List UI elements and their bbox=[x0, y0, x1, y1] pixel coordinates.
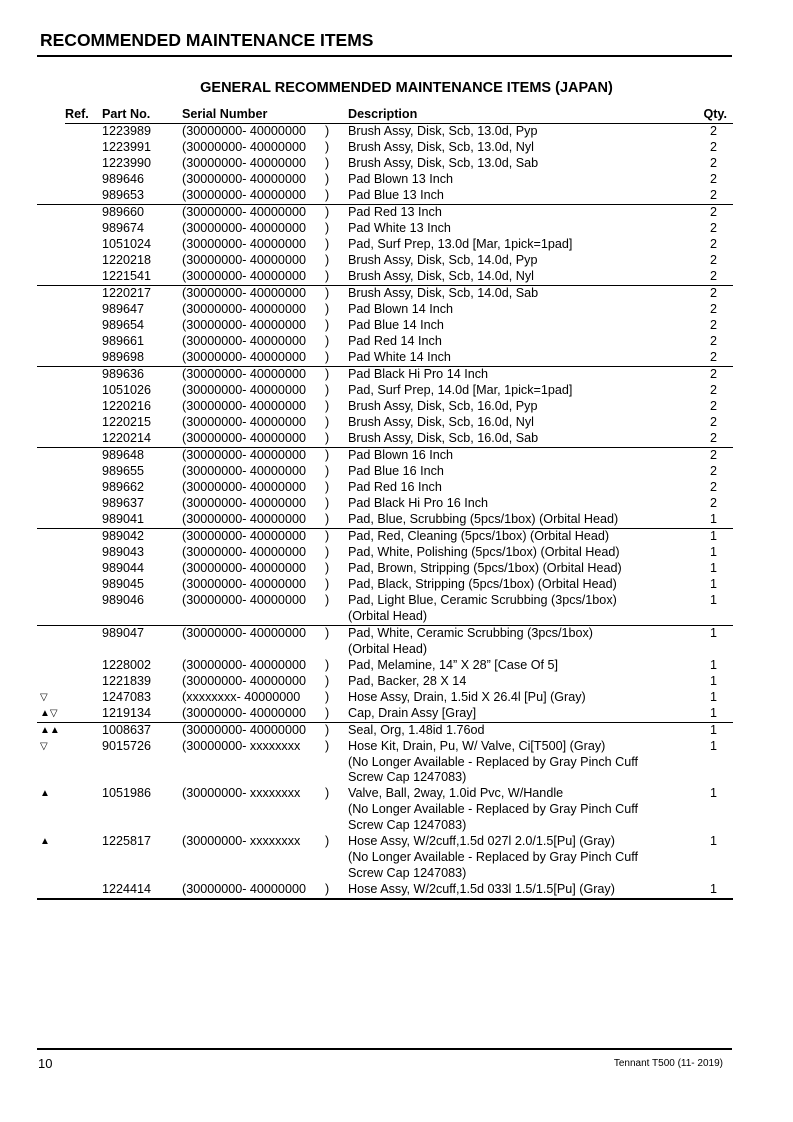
description: Pad, Red, Cleaning (5pcs/1box) (Orbital Head) bbox=[348, 529, 610, 543]
serial-number: (30000000- xxxxxxxx bbox=[182, 786, 301, 801]
serial-number: (30000000- 40000000 bbox=[182, 269, 306, 283]
part-number: 989636 bbox=[102, 367, 145, 381]
quantity: 2 bbox=[709, 367, 717, 381]
quantity: 2 bbox=[709, 237, 717, 251]
serial-number: (30000000- 40000000 bbox=[182, 172, 306, 186]
quantity: 2 bbox=[709, 124, 717, 138]
table-header bbox=[65, 107, 733, 124]
description: Pad, Melamine, 14” X 28” [Case Of 5] bbox=[348, 657, 558, 672]
row-group bbox=[37, 529, 733, 626]
description: Brush Assy, Disk, Scb, 13.0d, Nyl bbox=[348, 140, 534, 154]
description: Hose Assy, Drain, 1.5id X 26.4l [Pu] (Gray) bbox=[348, 689, 586, 704]
table-row bbox=[37, 124, 733, 140]
quantity: 2 bbox=[709, 269, 717, 283]
serial-number: (30000000- 40000000 bbox=[182, 188, 306, 202]
table-row bbox=[37, 350, 733, 366]
table-row bbox=[37, 253, 733, 269]
description: Pad, Backer, 28 X 14 bbox=[348, 673, 467, 688]
part-number: 989662 bbox=[102, 480, 145, 494]
serial-close: ) bbox=[325, 834, 330, 849]
serial-close: ) bbox=[325, 172, 330, 186]
part-number: 989046 bbox=[102, 593, 145, 607]
serial-number: (30000000- 40000000 bbox=[182, 545, 306, 559]
serial-close: ) bbox=[325, 205, 330, 219]
description: Pad, Brown, Stripping (5pcs/1box) (Orbital Head) bbox=[348, 561, 622, 575]
serial-number: (30000000- 40000000 bbox=[182, 431, 306, 445]
table-row bbox=[37, 318, 733, 334]
part-number: 989653 bbox=[102, 188, 145, 202]
serial-close: ) bbox=[325, 673, 330, 688]
description: Pad, Blue, Scrubbing (5pcs/1box) (Orbital Head) bbox=[348, 512, 619, 526]
description: Hose Assy, W/2cuff,1.5d 033l 1.5/1.5[Pu] (Gray) bbox=[348, 881, 615, 896]
serial-close: ) bbox=[325, 561, 330, 575]
quantity: 1 bbox=[709, 689, 717, 704]
description: Pad White 13 Inch bbox=[348, 221, 451, 235]
part-number: 989045 bbox=[102, 577, 145, 591]
description: Pad Blown 14 Inch bbox=[348, 302, 454, 316]
description: Brush Assy, Disk, Scb, 14.0d, Pyp bbox=[348, 253, 538, 267]
serial-number: (30000000- 40000000 bbox=[182, 705, 306, 720]
table-row bbox=[37, 221, 733, 237]
table-row bbox=[37, 172, 733, 188]
part-number: 1224414 bbox=[102, 881, 152, 896]
serial-number: (30000000- 40000000 bbox=[182, 448, 306, 462]
serial-number: (30000000- 40000000 bbox=[182, 318, 306, 332]
table-row bbox=[37, 415, 733, 431]
quantity: 2 bbox=[709, 205, 717, 219]
table-row bbox=[37, 529, 733, 545]
serial-number: (30000000- 40000000 bbox=[182, 124, 306, 138]
part-number: 989661 bbox=[102, 334, 145, 348]
part-number: 1220218 bbox=[102, 253, 152, 267]
serial-number: (30000000- 40000000 bbox=[182, 237, 306, 251]
quantity: 1 bbox=[709, 577, 717, 591]
serial-number: (30000000- 40000000 bbox=[182, 722, 306, 737]
serial-number: (30000000- 40000000 bbox=[182, 140, 306, 154]
table-row bbox=[37, 882, 733, 898]
serial-close: ) bbox=[325, 480, 330, 494]
quantity: 2 bbox=[709, 286, 717, 300]
serial-close: ) bbox=[325, 738, 330, 753]
serial-number: (30000000- 40000000 bbox=[182, 577, 306, 591]
serial-number: (xxxxxxxx- 40000000 bbox=[182, 689, 301, 704]
serial-number: (30000000- xxxxxxxx bbox=[182, 738, 301, 753]
serial-close: ) bbox=[325, 124, 330, 138]
part-number: 989637 bbox=[102, 496, 145, 510]
serial-close: ) bbox=[325, 415, 330, 429]
serial-number: (30000000- 40000000 bbox=[182, 464, 306, 478]
ref-symbol: ▽ bbox=[40, 740, 48, 752]
serial-close: ) bbox=[325, 464, 330, 478]
footer-rule bbox=[37, 1048, 732, 1050]
table-row bbox=[37, 399, 733, 415]
quantity: 2 bbox=[709, 431, 717, 445]
serial-close: ) bbox=[325, 334, 330, 348]
serial-number: (30000000- 40000000 bbox=[182, 399, 306, 413]
description: Seal, Org, 1.48id 1.76od bbox=[348, 722, 485, 737]
table-row bbox=[37, 786, 733, 834]
table-row bbox=[37, 448, 733, 464]
table-row bbox=[37, 156, 733, 172]
part-number: 1051986 bbox=[102, 786, 152, 801]
part-number: 1223990 bbox=[102, 156, 152, 170]
table-row bbox=[37, 593, 733, 625]
table-row bbox=[37, 512, 733, 528]
row-group bbox=[37, 286, 733, 367]
serial-number: (30000000- 40000000 bbox=[182, 205, 306, 219]
row-group bbox=[37, 626, 733, 723]
section-title: GENERAL RECOMMENDED MAINTENANCE ITEMS (JAPAN) bbox=[200, 80, 613, 96]
serial-number: (30000000- 40000000 bbox=[182, 657, 306, 672]
description: Brush Assy, Disk, Scb, 16.0d, Sab bbox=[348, 431, 539, 445]
page-number: 10 bbox=[38, 1056, 53, 1071]
serial-number: (30000000- 40000000 bbox=[182, 673, 306, 688]
serial-close: ) bbox=[325, 399, 330, 413]
part-number: 1225817 bbox=[102, 834, 152, 849]
serial-close: ) bbox=[325, 188, 330, 202]
serial-close: ) bbox=[325, 221, 330, 235]
quantity: 1 bbox=[709, 512, 717, 526]
serial-close: ) bbox=[325, 367, 330, 381]
serial-number: (30000000- 40000000 bbox=[182, 350, 306, 364]
serial-close: ) bbox=[325, 318, 330, 332]
serial-number: (30000000- 40000000 bbox=[182, 496, 306, 510]
table-row bbox=[37, 834, 733, 882]
serial-close: ) bbox=[325, 625, 330, 640]
description: Pad, Light Blue, Ceramic Scrubbing (3pcs/1box) (Orbital Head) bbox=[348, 593, 617, 623]
serial-close: ) bbox=[325, 286, 330, 300]
table-row bbox=[37, 205, 733, 221]
description: Cap, Drain Assy [Gray] bbox=[348, 705, 477, 720]
part-number: 1219134 bbox=[102, 705, 152, 720]
description: Brush Assy, Disk, Scb, 14.0d, Nyl bbox=[348, 269, 534, 283]
description: Pad Black Hi Pro 16 Inch bbox=[348, 496, 489, 510]
description: Pad Blue 13 Inch bbox=[348, 188, 444, 202]
table-row bbox=[37, 269, 733, 285]
quantity: 2 bbox=[709, 415, 717, 429]
serial-number: (30000000- 40000000 bbox=[182, 383, 306, 397]
serial-close: ) bbox=[325, 512, 330, 526]
description: Hose Assy, W/2cuff,1.5d 027l 2.0/1.5[Pu] (Gray) (No Longer Available - Replaced by Gray Pinch Cuff Screw Cap 1247083) bbox=[348, 834, 639, 880]
table-row bbox=[37, 561, 733, 577]
row-group bbox=[37, 124, 733, 205]
quantity: 1 bbox=[709, 786, 717, 801]
description: Pad Blue 16 Inch bbox=[348, 464, 444, 478]
part-number: 9015726 bbox=[102, 738, 152, 753]
quantity: 1 bbox=[709, 657, 717, 672]
description: Pad Black Hi Pro 14 Inch bbox=[348, 367, 489, 381]
ref-symbol: ▲▲ bbox=[40, 724, 60, 736]
table-row bbox=[37, 674, 733, 690]
table-row bbox=[37, 545, 733, 561]
ref-symbol: ▲ bbox=[40, 836, 50, 848]
quantity: 2 bbox=[709, 334, 717, 348]
description: Pad, Black, Stripping (5pcs/1box) (Orbital Head) bbox=[348, 577, 617, 591]
description: Pad Red 13 Inch bbox=[348, 205, 442, 219]
description: Pad, White, Ceramic Scrubbing (3pcs/1box) (Orbital Head) bbox=[348, 625, 593, 656]
table-row bbox=[37, 690, 733, 706]
serial-close: ) bbox=[325, 545, 330, 559]
quantity: 2 bbox=[709, 221, 717, 235]
serial-number: (30000000- 40000000 bbox=[182, 367, 306, 381]
quantity: 2 bbox=[709, 448, 717, 462]
description: Pad Blue 14 Inch bbox=[348, 318, 444, 332]
description: Brush Assy, Disk, Scb, 13.0d, Sab bbox=[348, 156, 539, 170]
part-number: 1247083 bbox=[102, 689, 152, 704]
part-number: 989654 bbox=[102, 318, 145, 332]
serial-close: ) bbox=[325, 496, 330, 510]
part-number: 989047 bbox=[102, 625, 145, 640]
table-row bbox=[37, 723, 733, 739]
description: Valve, Ball, 2way, 1.0id Pvc, W/Handle (No Longer Available - Replaced by Gray Pinch Cuff Screw Cap 1247083) bbox=[348, 786, 639, 833]
table-row bbox=[37, 302, 733, 318]
table-row bbox=[37, 188, 733, 204]
table-row bbox=[37, 367, 733, 383]
serial-number: (30000000- 40000000 bbox=[182, 529, 306, 543]
col-ref: Ref. bbox=[65, 107, 89, 121]
serial-close: ) bbox=[325, 383, 330, 397]
part-number: 989647 bbox=[102, 302, 145, 316]
col-description: Description bbox=[348, 107, 418, 121]
quantity: 2 bbox=[709, 172, 717, 186]
serial-close: ) bbox=[325, 350, 330, 364]
description: Pad, White, Polishing (5pcs/1box) (Orbital Head) bbox=[348, 545, 620, 559]
serial-number: (30000000- 40000000 bbox=[182, 302, 306, 316]
title-rule bbox=[37, 55, 732, 57]
serial-close: ) bbox=[325, 722, 330, 737]
quantity: 1 bbox=[709, 834, 717, 849]
quantity: 1 bbox=[709, 673, 717, 688]
row-group bbox=[37, 723, 733, 900]
table-row bbox=[37, 706, 733, 722]
quantity: 2 bbox=[709, 253, 717, 267]
part-number: 989041 bbox=[102, 512, 145, 526]
table-row bbox=[37, 383, 733, 399]
serial-number: (30000000- 40000000 bbox=[182, 561, 306, 575]
table-row bbox=[37, 464, 733, 480]
quantity: 2 bbox=[709, 399, 717, 413]
serial-close: ) bbox=[325, 302, 330, 316]
description: Pad Blown 16 Inch bbox=[348, 448, 454, 462]
part-number: 1228002 bbox=[102, 657, 152, 672]
serial-close: ) bbox=[325, 237, 330, 251]
quantity: 1 bbox=[709, 738, 717, 753]
part-number: 989646 bbox=[102, 172, 145, 186]
serial-close: ) bbox=[325, 786, 330, 801]
table-row bbox=[37, 286, 733, 302]
serial-close: ) bbox=[325, 156, 330, 170]
part-number: 989648 bbox=[102, 448, 145, 462]
serial-number: (30000000- 40000000 bbox=[182, 512, 306, 526]
serial-number: (30000000- xxxxxxxx bbox=[182, 834, 301, 849]
row-group bbox=[37, 448, 733, 529]
description: Brush Assy, Disk, Scb, 13.0d, Pyp bbox=[348, 124, 538, 138]
quantity: 1 bbox=[709, 881, 717, 896]
parts-table bbox=[37, 107, 733, 900]
table-row bbox=[37, 626, 733, 658]
quantity: 1 bbox=[709, 529, 717, 543]
page-title: RECOMMENDED MAINTENANCE ITEMS bbox=[40, 30, 374, 50]
table-row bbox=[37, 140, 733, 156]
table-body bbox=[37, 124, 733, 900]
quantity: 1 bbox=[709, 593, 717, 607]
table-row bbox=[37, 739, 733, 787]
part-number: 1051026 bbox=[102, 383, 152, 397]
description: Pad White 14 Inch bbox=[348, 350, 451, 364]
serial-close: ) bbox=[325, 140, 330, 154]
serial-close: ) bbox=[325, 448, 330, 462]
description: Pad, Surf Prep, 13.0d [Mar, 1pick=1pad] bbox=[348, 237, 573, 251]
serial-close: ) bbox=[325, 529, 330, 543]
part-number: 989698 bbox=[102, 350, 145, 364]
part-number: 1220216 bbox=[102, 399, 152, 413]
part-number: 1223989 bbox=[102, 124, 152, 138]
quantity: 1 bbox=[709, 722, 717, 737]
description: Brush Assy, Disk, Scb, 16.0d, Pyp bbox=[348, 399, 538, 413]
table-row bbox=[37, 658, 733, 674]
quantity: 2 bbox=[709, 318, 717, 332]
serial-number: (30000000- 40000000 bbox=[182, 625, 306, 640]
quantity: 1 bbox=[709, 545, 717, 559]
document-reference: Tennant T500 (11- 2019) bbox=[613, 1058, 723, 1069]
description: Pad Red 16 Inch bbox=[348, 480, 442, 494]
part-number: 989674 bbox=[102, 221, 145, 235]
part-number: 1223991 bbox=[102, 140, 152, 154]
serial-close: ) bbox=[325, 705, 330, 720]
table-row bbox=[37, 237, 733, 253]
part-number: 1220215 bbox=[102, 415, 152, 429]
serial-close: ) bbox=[325, 593, 330, 607]
quantity: 2 bbox=[709, 464, 717, 478]
serial-number: (30000000- 40000000 bbox=[182, 480, 306, 494]
table-row bbox=[37, 496, 733, 512]
ref-symbol: ▲ bbox=[40, 788, 50, 800]
table-row bbox=[37, 480, 733, 496]
description: Brush Assy, Disk, Scb, 14.0d, Sab bbox=[348, 286, 539, 300]
col-part: Part No. bbox=[102, 107, 151, 121]
serial-number: (30000000- 40000000 bbox=[182, 593, 306, 607]
quantity: 1 bbox=[709, 625, 717, 640]
part-number: 989655 bbox=[102, 464, 145, 478]
serial-number: (30000000- 40000000 bbox=[182, 286, 306, 300]
part-number: 989043 bbox=[102, 545, 145, 559]
serial-number: (30000000- 40000000 bbox=[182, 334, 306, 348]
part-number: 989044 bbox=[102, 561, 145, 575]
serial-number: (30000000- 40000000 bbox=[182, 253, 306, 267]
serial-number: (30000000- 40000000 bbox=[182, 415, 306, 429]
quantity: 2 bbox=[709, 350, 717, 364]
quantity: 2 bbox=[709, 302, 717, 316]
table-row bbox=[37, 431, 733, 447]
serial-number: (30000000- 40000000 bbox=[182, 221, 306, 235]
row-group bbox=[37, 367, 733, 448]
serial-close: ) bbox=[325, 253, 330, 267]
part-number: 1220217 bbox=[102, 286, 152, 300]
part-number: 989042 bbox=[102, 529, 145, 543]
description: Hose Kit, Drain, Pu, W/ Valve, Ci[T500] (Gray) (No Longer Available - Replaced by Gray Pinch Cuff Screw Cap 1247083) bbox=[348, 738, 639, 785]
serial-close: ) bbox=[325, 431, 330, 445]
ref-symbol: ▲▽ bbox=[40, 707, 58, 719]
serial-close: ) bbox=[325, 657, 330, 672]
row-group bbox=[37, 205, 733, 286]
description: Pad, Surf Prep, 14.0d [Mar, 1pick=1pad] bbox=[348, 383, 573, 397]
quantity: 2 bbox=[709, 480, 717, 494]
quantity: 1 bbox=[709, 705, 717, 720]
quantity: 2 bbox=[709, 156, 717, 170]
table-row bbox=[37, 577, 733, 593]
quantity: 2 bbox=[709, 496, 717, 510]
part-number: 989660 bbox=[102, 205, 145, 219]
serial-number: (30000000- 40000000 bbox=[182, 156, 306, 170]
part-number: 1051024 bbox=[102, 237, 152, 251]
part-number: 1220214 bbox=[102, 431, 152, 445]
quantity: 2 bbox=[709, 383, 717, 397]
col-serial: Serial Number bbox=[182, 107, 268, 121]
description: Brush Assy, Disk, Scb, 16.0d, Nyl bbox=[348, 415, 534, 429]
serial-number: (30000000- 40000000 bbox=[182, 881, 306, 896]
description: Pad Blown 13 Inch bbox=[348, 172, 454, 186]
part-number: 1221839 bbox=[102, 673, 152, 688]
col-qty: Qty. bbox=[703, 107, 727, 121]
description: Pad Red 14 Inch bbox=[348, 334, 442, 348]
quantity: 1 bbox=[709, 561, 717, 575]
part-number: 1008637 bbox=[102, 722, 152, 737]
serial-close: ) bbox=[325, 689, 330, 704]
quantity: 2 bbox=[709, 188, 717, 202]
table-row bbox=[37, 334, 733, 350]
part-number: 1221541 bbox=[102, 269, 152, 283]
quantity: 2 bbox=[709, 140, 717, 154]
serial-close: ) bbox=[325, 881, 330, 896]
serial-close: ) bbox=[325, 577, 330, 591]
serial-close: ) bbox=[325, 269, 330, 283]
ref-symbol: ▽ bbox=[40, 691, 48, 703]
